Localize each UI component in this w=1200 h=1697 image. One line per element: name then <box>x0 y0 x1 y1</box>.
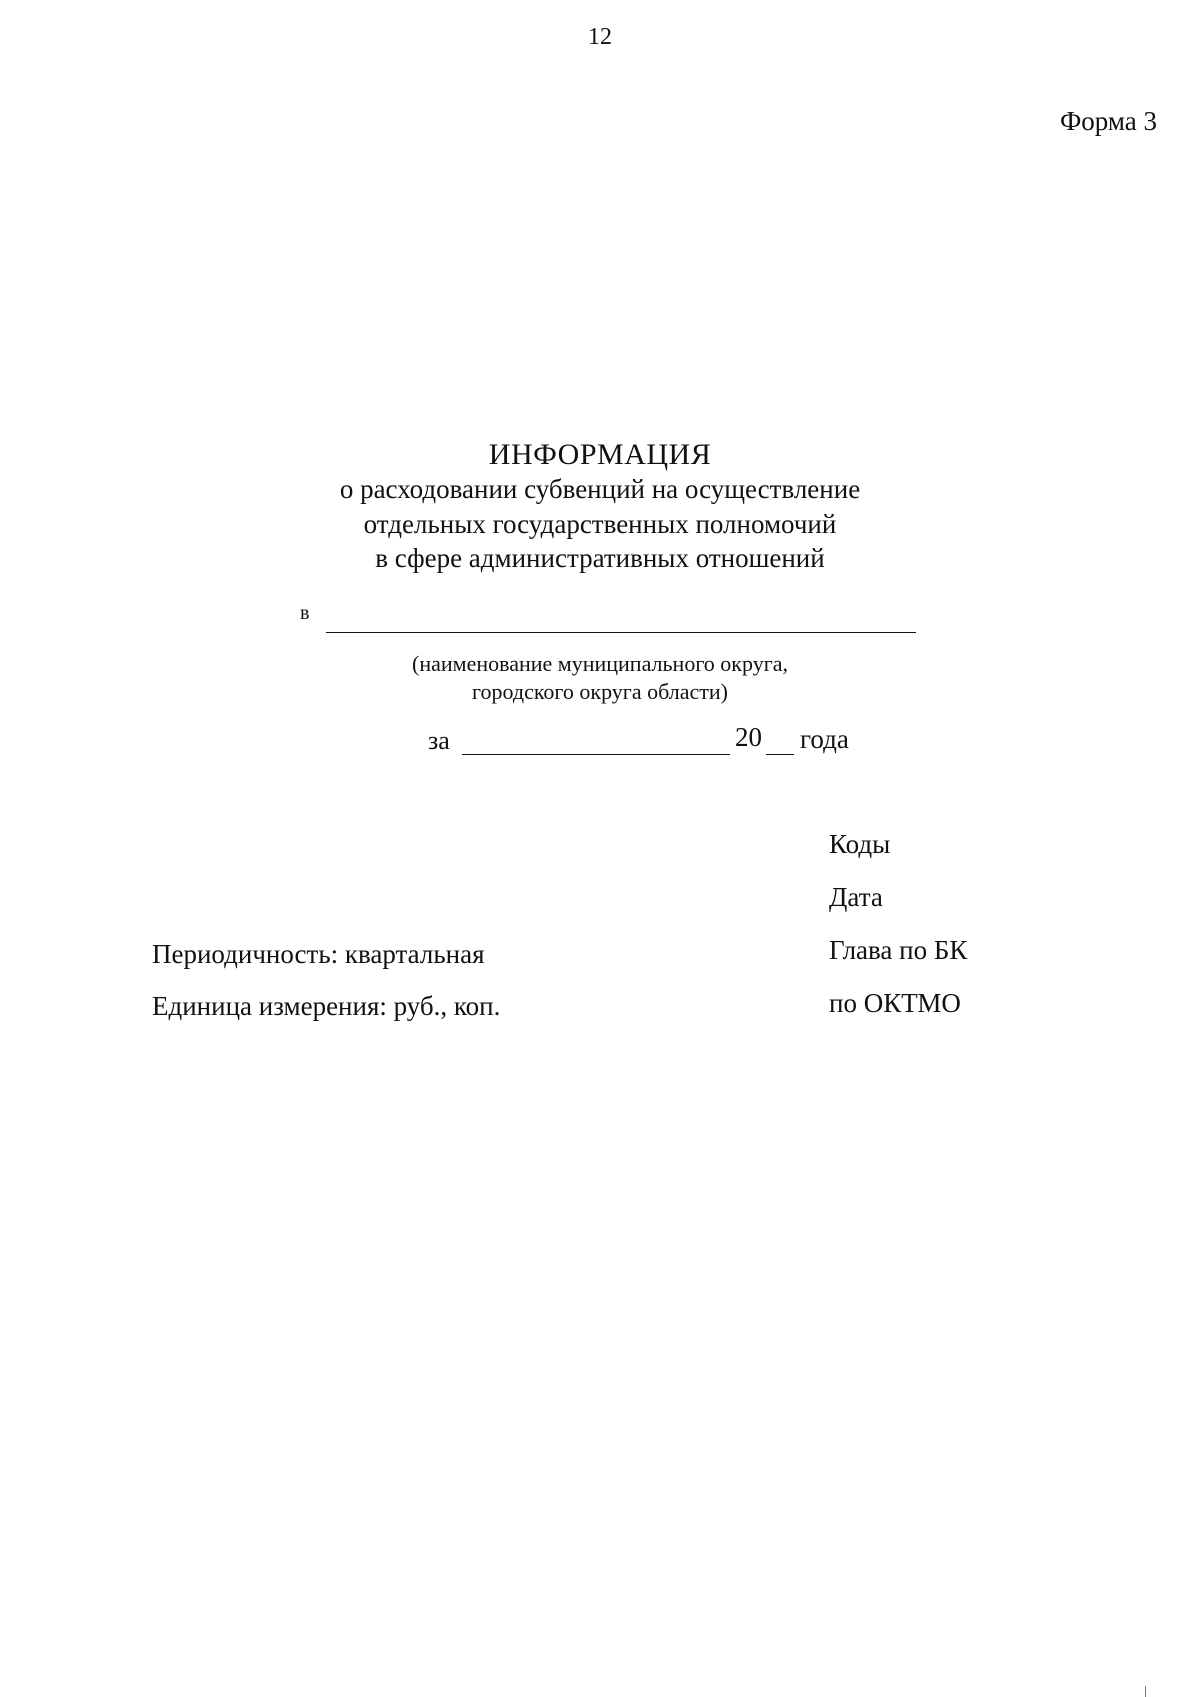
municipality-blank-line <box>326 632 916 633</box>
oktmo-label: по ОКТМО <box>829 988 961 1018</box>
municipality-prefix: в <box>300 602 310 624</box>
codes-heading: Коды <box>829 829 891 859</box>
date-label: Дата <box>829 882 883 912</box>
year-blank-line <box>766 754 794 755</box>
page-number: 12 <box>588 24 612 50</box>
chapter-bk-label: Глава по БК <box>829 935 968 965</box>
title-line-2: отдельных государственных полномочий <box>363 509 837 539</box>
unit-label: Единица измерения: руб., коп. <box>152 991 501 1021</box>
year-suffix: года <box>800 724 849 754</box>
scan-mark <box>1145 1686 1146 1697</box>
year-prefix: 20 <box>735 722 762 752</box>
period-prefix: за <box>428 726 450 755</box>
title-line-3: в сфере административных отношений <box>375 543 825 573</box>
title-line-1: о расходовании субвенций на осуществление <box>339 474 861 504</box>
periodicity-label: Периодичность: квартальная <box>152 939 485 969</box>
form-label: Форма 3 <box>1059 106 1157 136</box>
municipality-caption-line-1: (наименование муниципального округа, <box>412 651 788 676</box>
period-blank-line <box>462 754 730 755</box>
municipality-caption-line-2: городского округа области) <box>472 679 728 704</box>
document-title: ИНФОРМАЦИЯ <box>488 438 712 471</box>
